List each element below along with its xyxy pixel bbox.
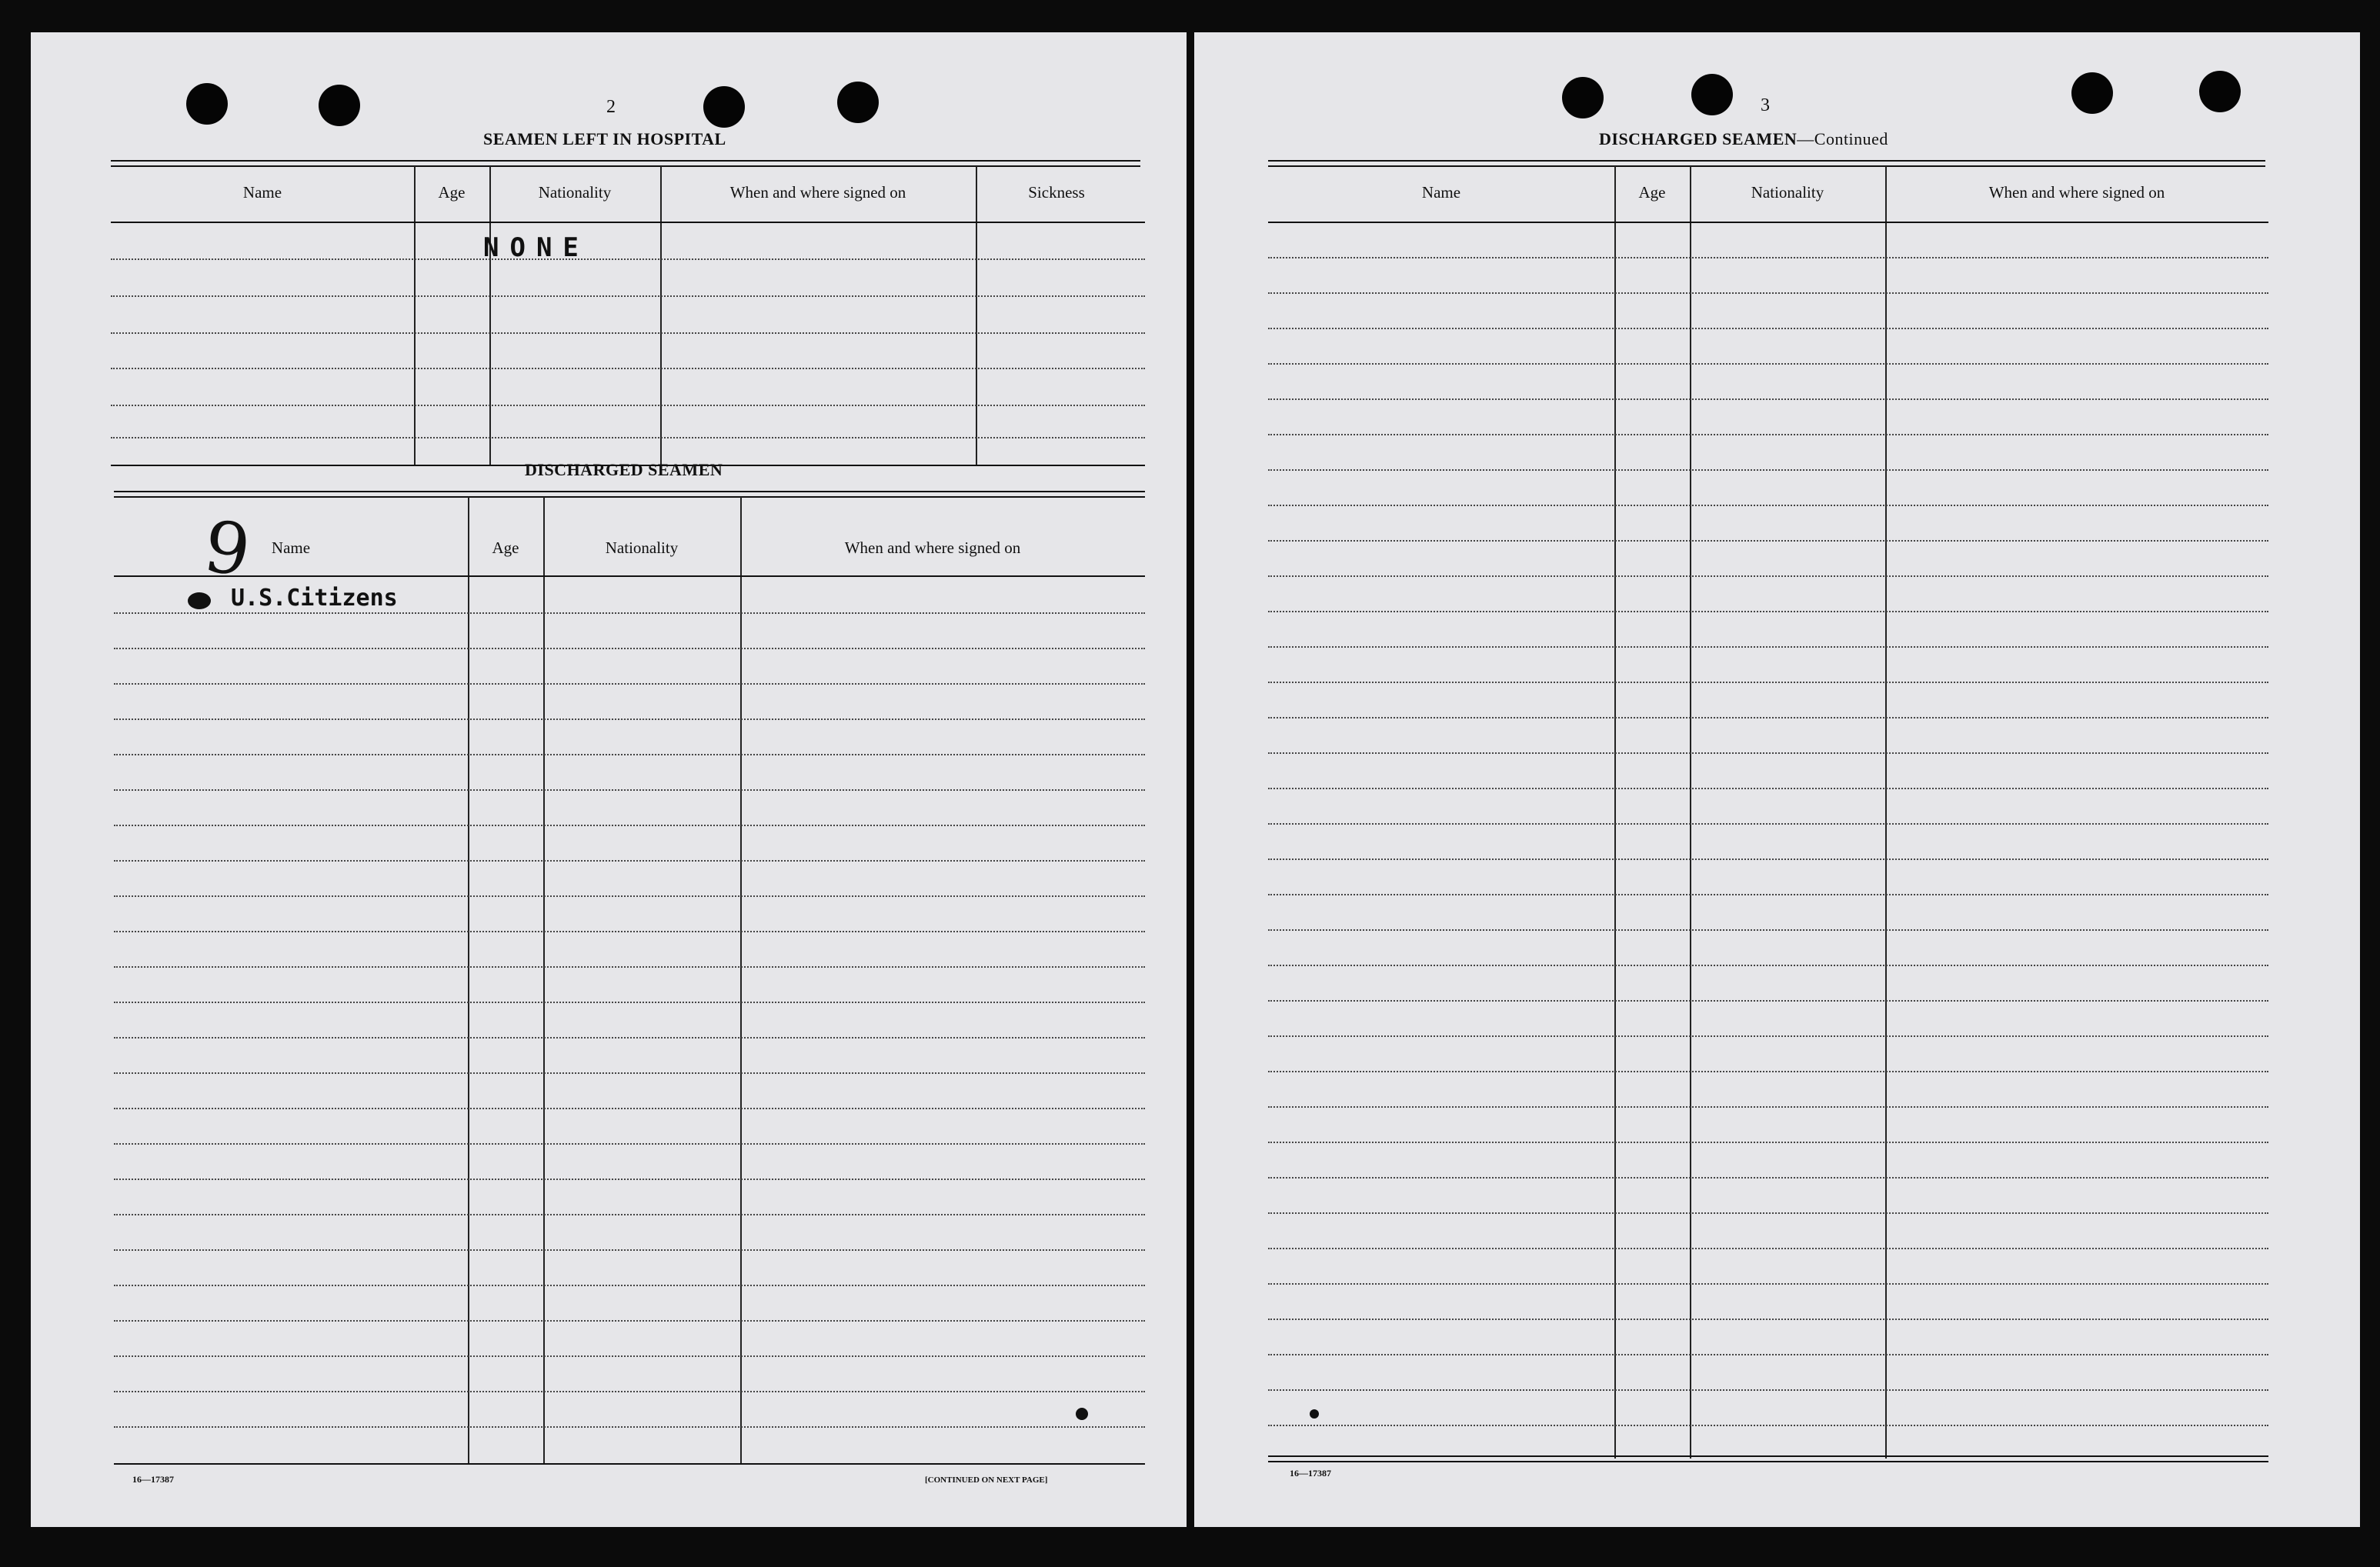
punch-hole xyxy=(703,86,745,128)
column-divider xyxy=(1614,166,1616,1459)
entry-line xyxy=(1268,257,2268,258)
entry-line xyxy=(1268,611,2268,612)
header-underline xyxy=(111,222,1145,223)
entry-line xyxy=(114,683,1145,685)
entry-line xyxy=(1268,434,2268,435)
punch-hole xyxy=(1691,74,1733,115)
entry-line xyxy=(114,648,1145,649)
entry-line xyxy=(1268,328,2268,329)
entry-line xyxy=(1268,505,2268,506)
left-page xyxy=(31,32,1187,1527)
entry-line xyxy=(1268,1283,2268,1285)
entry-line xyxy=(111,437,1145,438)
entry-line xyxy=(1268,823,2268,825)
hospital-table xyxy=(111,166,1145,468)
section-title-main: DISCHARGED SEAMEN xyxy=(1599,129,1798,148)
form-number: 16—17387 xyxy=(132,1474,174,1485)
section-title-suffix: —Continued xyxy=(1797,129,1888,148)
entry-line xyxy=(114,718,1145,720)
entry-line xyxy=(1268,682,2268,683)
column-header: When and where signed on xyxy=(729,183,906,202)
table-bottom-rule xyxy=(114,1463,1145,1465)
column-header: Name xyxy=(1421,183,1461,202)
entry-line xyxy=(111,405,1145,406)
discharged-continued-table xyxy=(1268,166,2268,1463)
column-divider xyxy=(1690,166,1691,1459)
entry-line xyxy=(1268,717,2268,718)
entry-line xyxy=(114,1002,1145,1003)
ink-dot xyxy=(1076,1408,1088,1420)
discharged-section-title: DISCHARGED SEAMEN xyxy=(525,460,723,479)
column-header: Nationality xyxy=(605,538,679,557)
entry-line xyxy=(111,332,1145,334)
entry-line xyxy=(111,258,1145,260)
column-header: Sickness xyxy=(1028,183,1085,202)
entry-line xyxy=(114,754,1145,755)
entry-line xyxy=(114,966,1145,968)
punch-hole xyxy=(2199,71,2241,112)
entry-line xyxy=(114,931,1145,932)
entry-line xyxy=(1268,1142,2268,1143)
entry-line xyxy=(1268,1000,2268,1002)
column-divider xyxy=(489,166,491,466)
entry-line xyxy=(1268,1071,2268,1072)
column-divider xyxy=(976,166,977,466)
column-header: Age xyxy=(492,538,519,557)
ink-dot xyxy=(1310,1409,1319,1419)
entry-line xyxy=(1268,965,2268,966)
discharged-table xyxy=(114,497,1145,1468)
entry-line xyxy=(114,895,1145,897)
entry-line xyxy=(1268,398,2268,400)
column-header: Age xyxy=(1638,183,1666,202)
entry-line xyxy=(114,1249,1145,1251)
entry-line xyxy=(1268,1354,2268,1355)
page-number: 2 xyxy=(606,97,616,117)
column-divider xyxy=(660,166,662,466)
entry-line xyxy=(114,1143,1145,1145)
section-title xyxy=(1599,129,1888,149)
entry-line xyxy=(114,1426,1145,1428)
entry-line xyxy=(114,1108,1145,1109)
header-underline xyxy=(114,575,1145,577)
entry-line xyxy=(114,1355,1145,1357)
entry-line xyxy=(1268,788,2268,789)
entry-line xyxy=(114,789,1145,791)
entry-line xyxy=(1268,292,2268,294)
entry-line xyxy=(114,1179,1145,1180)
ink-blot xyxy=(188,592,211,609)
entry-line xyxy=(1268,469,2268,471)
entry-line xyxy=(1268,1177,2268,1179)
column-header: When and where signed on xyxy=(844,538,1021,557)
punch-hole xyxy=(186,83,228,125)
entry-line xyxy=(114,1320,1145,1322)
punch-hole xyxy=(837,82,879,123)
column-header: Nationality xyxy=(538,183,612,202)
entry-line xyxy=(1268,646,2268,648)
entry-line xyxy=(114,860,1145,862)
entry-line xyxy=(1268,575,2268,577)
typed-citizens-entry: U.S.Citizens xyxy=(231,585,398,612)
table-bottom-rule xyxy=(1268,1455,2268,1462)
punch-hole xyxy=(319,85,360,126)
punch-hole xyxy=(1562,77,1604,118)
entry-line xyxy=(111,295,1145,297)
header-underline xyxy=(1268,222,2268,223)
form-number: 16—17387 xyxy=(1290,1468,1331,1479)
typed-none-entry: NONE xyxy=(483,232,589,263)
entry-line xyxy=(1268,894,2268,895)
entry-line xyxy=(1268,859,2268,860)
hospital-section-title: SEAMEN LEFT IN HOSPITAL xyxy=(483,129,726,148)
entry-line xyxy=(1268,363,2268,365)
column-header: Age xyxy=(438,183,466,202)
column-header: Name xyxy=(242,183,282,202)
entry-line xyxy=(1268,540,2268,542)
column-header: Name xyxy=(271,538,311,557)
continued-note: [CONTINUED ON NEXT PAGE] xyxy=(925,1475,1048,1485)
page-number: 3 xyxy=(1761,95,1770,115)
entry-line xyxy=(1268,1425,2268,1426)
entry-line xyxy=(114,612,1145,614)
column-header: Nationality xyxy=(1751,183,1824,202)
column-divider xyxy=(1885,166,1887,1459)
entry-line xyxy=(1268,1212,2268,1214)
entry-line xyxy=(1268,1106,2268,1108)
entry-line xyxy=(1268,752,2268,754)
column-divider xyxy=(414,166,416,466)
entry-line xyxy=(1268,1319,2268,1320)
column-header: When and where signed on xyxy=(1988,183,2165,202)
entry-line xyxy=(114,1391,1145,1392)
handwritten-count: 9 xyxy=(199,505,255,593)
entry-line xyxy=(1268,929,2268,931)
entry-line xyxy=(1268,1389,2268,1391)
entry-line xyxy=(1268,1248,2268,1249)
entry-line xyxy=(114,1214,1145,1215)
entry-line xyxy=(1268,1035,2268,1037)
entry-line xyxy=(114,1037,1145,1039)
entry-line xyxy=(114,1285,1145,1286)
entry-line xyxy=(114,1072,1145,1074)
entry-line xyxy=(114,825,1145,826)
punch-hole xyxy=(2071,72,2113,114)
right-page xyxy=(1194,32,2360,1527)
entry-line xyxy=(111,368,1145,369)
